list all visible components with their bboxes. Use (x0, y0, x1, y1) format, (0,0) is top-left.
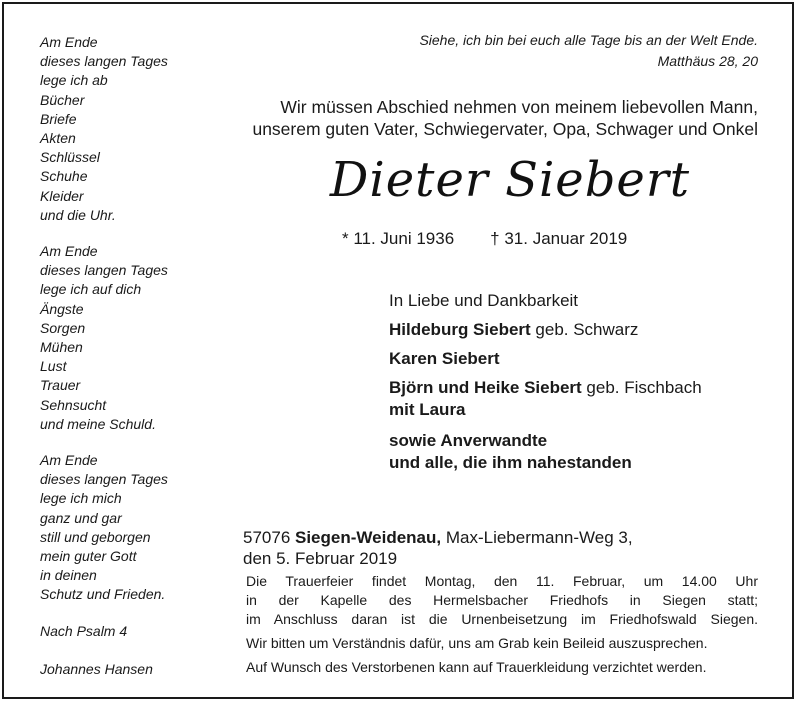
poem-line: Am Ende (40, 452, 98, 469)
poem-line: ganz und gar (40, 509, 122, 526)
address-block (243, 527, 763, 569)
poem-line: Schuhe (40, 168, 88, 185)
poem-line: Schlüssel (40, 149, 100, 166)
mourner-wife-maiden: geb. Schwarz (530, 320, 639, 339)
funeral-details (246, 572, 758, 629)
bible-verse (338, 30, 758, 72)
poem-line: lege ich auf dich (40, 281, 142, 298)
funeral-line-1: Die Trauerfeier findet Montag, den 11. Februar, um 14.00 Uhr (246, 573, 758, 589)
mourner-relatives-2: und alle, die ihm nahestanden (389, 453, 632, 472)
poem-line: und die Uhr. (40, 206, 116, 223)
poem-author: Johannes Hansen (40, 660, 153, 677)
funeral-info (246, 572, 758, 677)
poem-line: Akten (40, 130, 76, 147)
poem-line: lege ich ab (40, 72, 108, 89)
deceased-name: Dieter Siebert (329, 152, 691, 208)
poem-line: Kleider (40, 187, 84, 204)
poem (40, 33, 220, 679)
poem-stanza-2 (40, 242, 220, 434)
poem-line: dieses langen Tages (40, 53, 168, 70)
poem-line: still und geborgen (40, 528, 151, 545)
poem-line: Schutz und Frieden. (40, 586, 166, 603)
birth-date: * 11. Juni 1936 (342, 229, 455, 248)
poem-line: Bücher (40, 91, 85, 108)
poem-line: dieses langen Tages (40, 262, 168, 279)
poem-line: Am Ende (40, 243, 98, 260)
poem-line: in deinen (40, 567, 97, 584)
bible-verse-text: Siehe, ich bin bei euch alle Tage bis an der Welt Ende. (419, 32, 758, 48)
mourner-wife (389, 319, 769, 341)
poem-line: und meine Schuld. (40, 415, 156, 432)
life-dates (342, 229, 662, 249)
mourner-daughter (389, 348, 769, 370)
poem-line: Sehnsucht (40, 396, 107, 413)
intro-line-2: unserem guten Vater, Schwiegervater, Opa, Schwager und Onkel (252, 119, 758, 139)
poem-line: dieses langen Tages (40, 471, 168, 488)
mourner-grandchild: mit Laura (389, 400, 466, 419)
mourner-son-couple-maiden: geb. Fischbach (581, 378, 702, 397)
address-postcode: 57076 (243, 528, 295, 547)
dress-note: Auf Wunsch des Verstorbenen kann auf Trauerkleidung verzichtet werden. (246, 659, 707, 675)
intro-line-1: Wir müssen Abschied nehmen von meinem liebevollen Mann, (280, 97, 758, 117)
poem-line: Sorgen (40, 319, 86, 336)
condolence-request: Wir bitten um Verständnis dafür, uns am Grab kein Beileid auszusprechen. (246, 635, 708, 651)
poem-source: Nach Psalm 4 (40, 622, 128, 639)
poem-stanza-3 (40, 451, 220, 605)
funeral-line-2: in der Kapelle des Hermelsbacher Friedhofs in Siegen statt; (246, 592, 758, 608)
poem-line: lege ich mich (40, 490, 122, 507)
poem-line: Lust (40, 358, 67, 375)
mourners (389, 290, 769, 474)
funeral-line-3: im Anschluss daran ist die Urnenbeisetzung im Friedhofswald Siegen. (246, 611, 758, 627)
mourner-daughter-name: Karen Siebert (389, 349, 500, 368)
mourner-son-couple-names: Björn und Heike Siebert (389, 378, 582, 397)
bible-verse-reference: Matthäus 28, 20 (657, 53, 758, 69)
mourner-relatives-1: sowie Anverwandte (389, 431, 548, 450)
poem-line: Trauer (40, 377, 81, 394)
poem-stanza-1 (40, 33, 220, 225)
mourner-son-couple (389, 377, 769, 399)
address-street: Max-Liebermann-Weg 3, (441, 528, 633, 547)
poem-line: Ängste (40, 300, 84, 317)
poem-line: Mühen (40, 339, 83, 356)
address-date: den 5. Februar 2019 (243, 549, 398, 568)
mourner-wife-name: Hildeburg Siebert (389, 320, 531, 339)
address-city: Siegen-Weidenau, (295, 528, 442, 547)
death-date: † 31. Januar 2019 (490, 229, 628, 248)
address-line (243, 527, 763, 548)
announcement-intro (218, 96, 758, 140)
mourners-heading: In Liebe und Dankbarkeit (389, 291, 579, 310)
poem-line: Am Ende (40, 34, 98, 50)
poem-line: Briefe (40, 110, 77, 127)
poem-line: mein guter Gott (40, 548, 137, 565)
